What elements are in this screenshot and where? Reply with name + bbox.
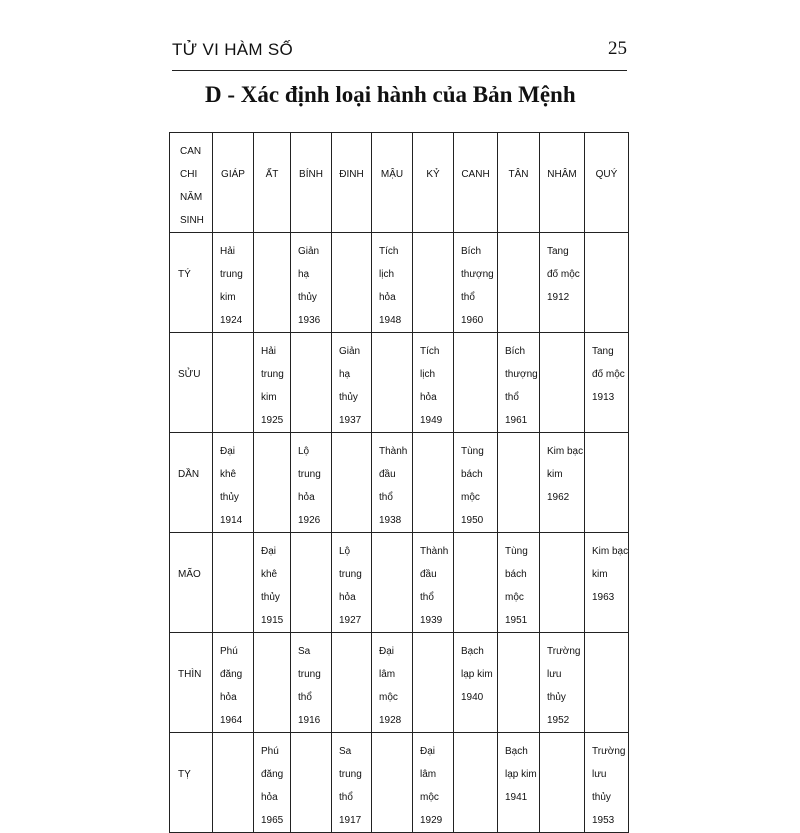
cell-line: lạp kim: [461, 669, 493, 680]
cell-lines: [540, 433, 584, 509]
cell-lines: [254, 733, 290, 832]
table-cell: [372, 333, 413, 433]
stem-header: [413, 133, 454, 233]
cell-line: Bạch: [461, 646, 484, 657]
cell-line: lịch: [420, 369, 436, 380]
cell-lines: [585, 333, 628, 409]
table-cell: [498, 433, 540, 533]
cell-line: lạp kim: [505, 769, 537, 780]
cell-line: bách: [505, 569, 527, 580]
cell-line: 1961: [505, 415, 528, 426]
cell-line: 1937: [339, 415, 362, 426]
cell-line: 1965: [261, 815, 284, 826]
cell-line: trung: [298, 469, 321, 480]
cell-line: 1962: [547, 492, 570, 503]
cell-line: Tùng: [461, 446, 484, 457]
cell-line: Bích: [505, 346, 526, 357]
table-cell: [291, 733, 332, 833]
table-row: [170, 233, 629, 333]
branch-header: [170, 733, 213, 833]
table-cell: [585, 533, 629, 633]
cell-line: đố mộc: [592, 369, 625, 380]
cell-lines: [291, 233, 331, 332]
table-cell: [254, 333, 291, 433]
cell-line: hỏa: [420, 392, 437, 403]
cell-line: Tích: [379, 246, 399, 257]
table-cell: [585, 333, 629, 433]
cell-line: 1916: [298, 715, 321, 726]
branch-label: THÌN: [178, 669, 202, 680]
cell-lines: [413, 533, 453, 632]
cell-lines: [372, 233, 412, 332]
cell-line: 1948: [379, 315, 402, 326]
branch-header: [170, 633, 213, 733]
cell-line: NĂM: [180, 192, 203, 203]
stem-header: [372, 133, 413, 233]
branch-header: [170, 533, 213, 633]
section-title: D - Xác định loại hành của Bản Mệnh: [205, 82, 576, 107]
cell-line: 1940: [461, 692, 484, 703]
cell-line: thượng: [505, 369, 538, 380]
table-cell: [291, 333, 332, 433]
cell-line: lâm: [379, 669, 396, 680]
table-cell: [332, 333, 372, 433]
cell-line: mộc: [420, 792, 439, 803]
table-cell: [332, 533, 372, 633]
corner-cell: [170, 133, 213, 233]
table-cell: [585, 733, 629, 833]
cell-line: Thành: [379, 446, 408, 457]
table-cell: [213, 333, 254, 433]
branch-label: DẦN: [178, 469, 200, 480]
cell-line: 1936: [298, 315, 321, 326]
table-cell: [254, 433, 291, 533]
table-cell: [454, 233, 498, 333]
cell-line: mộc: [505, 592, 524, 603]
cell-lines: [454, 433, 497, 532]
cell-line: Tích: [420, 346, 440, 357]
cell-line: 1938: [379, 515, 402, 526]
cell-line: CHI: [180, 169, 198, 180]
cell-line: 1914: [220, 515, 243, 526]
stem-label: NHÂM: [547, 169, 577, 180]
cell-line: hạ: [298, 269, 310, 280]
cell-line: thượng: [461, 269, 494, 280]
cell-line: CAN: [180, 146, 202, 157]
cell-line: Đại: [420, 746, 436, 757]
cell-line: 1928: [379, 715, 402, 726]
cell-lines: [170, 133, 212, 232]
cell-lines: [213, 433, 253, 532]
cell-line: Thành: [420, 546, 449, 557]
table-cell: [540, 333, 585, 433]
cell-line: trung: [339, 769, 362, 780]
branch-label: MÃO: [178, 569, 201, 580]
table-cell: [585, 433, 629, 533]
cell-line: Tang: [547, 246, 569, 257]
cell-line: Lộ: [298, 446, 310, 457]
stem-header: [213, 133, 254, 233]
cell-line: đăng: [261, 769, 284, 780]
branch-label: TÝ: [178, 269, 191, 280]
cell-lines: [498, 333, 539, 432]
cell-line: Tang: [592, 346, 614, 357]
cell-lines: [372, 633, 412, 732]
cell-line: đố mộc: [547, 269, 580, 280]
cell-line: khê: [261, 569, 278, 580]
cell-line: 1960: [461, 315, 484, 326]
stem-header: [291, 133, 332, 233]
cell-line: hỏa: [379, 292, 396, 303]
cell-lines: [454, 233, 497, 332]
table-cell: [413, 533, 454, 633]
branch-header: [170, 433, 213, 533]
cell-line: SINH: [180, 215, 204, 226]
cell-lines: [585, 733, 628, 832]
table-cell: [540, 233, 585, 333]
stem-label: BÍNH: [299, 169, 323, 180]
table-cell: [213, 433, 254, 533]
cell-line: lưu: [547, 669, 562, 680]
table-cell: [413, 333, 454, 433]
stem-header: [498, 133, 540, 233]
table-cell: [291, 233, 332, 333]
cell-line: Sa: [298, 646, 311, 657]
cell-line: trung: [339, 569, 362, 580]
cell-line: thủy: [298, 292, 317, 303]
table-cell: [332, 633, 372, 733]
table-body: [170, 133, 629, 833]
cell-line: thổ: [505, 392, 519, 403]
cell-lines: [498, 533, 539, 632]
table-cell: [372, 733, 413, 833]
cell-lines: [254, 333, 290, 432]
cell-line: 1949: [420, 415, 443, 426]
table-cell: [213, 533, 254, 633]
cell-line: Giản: [298, 246, 320, 257]
cell-line: 1926: [298, 515, 321, 526]
table-cell: [254, 733, 291, 833]
table-cell: [498, 233, 540, 333]
cell-line: Phú: [261, 746, 279, 757]
table-cell: [585, 633, 629, 733]
cell-line: 1929: [420, 815, 443, 826]
cell-line: Hải: [261, 346, 277, 357]
table-cell: [291, 433, 332, 533]
cell-line: thủy: [339, 392, 358, 403]
cell-lines: [291, 433, 331, 532]
cell-line: hỏa: [220, 692, 237, 703]
page-header: [172, 38, 627, 71]
cell-lines: [498, 733, 539, 809]
cell-line: thổ: [420, 592, 434, 603]
table-cell: [498, 633, 540, 733]
cell-lines: [213, 633, 253, 732]
table-cell: [498, 533, 540, 633]
cell-line: hỏa: [261, 792, 278, 803]
cell-line: Giản: [339, 346, 361, 357]
table-cell: [254, 533, 291, 633]
cell-line: 1951: [505, 615, 528, 626]
cell-line: 1915: [261, 615, 284, 626]
cell-line: thổ: [461, 292, 475, 303]
table-cell: [413, 233, 454, 333]
table-cell: [454, 633, 498, 733]
cell-line: đầu: [379, 469, 396, 480]
cell-line: lịch: [379, 269, 395, 280]
cell-line: thổ: [339, 792, 353, 803]
table-cell: [413, 633, 454, 733]
cell-line: kim: [592, 569, 608, 580]
stem-header: [332, 133, 372, 233]
cell-line: 1950: [461, 515, 484, 526]
stem-label: ĐINH: [339, 169, 364, 180]
cell-line: 1927: [339, 615, 362, 626]
header-row: [170, 133, 629, 233]
table-cell: [254, 233, 291, 333]
cell-line: thủy: [261, 592, 280, 603]
cell-line: kim: [220, 292, 236, 303]
cell-line: kim: [547, 469, 563, 480]
cell-line: 1952: [547, 715, 570, 726]
table-cell: [332, 233, 372, 333]
cell-line: đầu: [420, 569, 437, 580]
cell-line: hạ: [339, 369, 351, 380]
cell-line: 1939: [420, 615, 443, 626]
table-cell: [372, 633, 413, 733]
branch-label: SỬU: [178, 369, 201, 380]
cell-line: Phú: [220, 646, 238, 657]
table-cell: [213, 633, 254, 733]
cell-line: hỏa: [339, 592, 356, 603]
cell-lines: [413, 733, 453, 832]
cell-line: 1925: [261, 415, 284, 426]
table-cell: [540, 733, 585, 833]
stem-label: ẤT: [265, 169, 279, 180]
table-cell: [498, 333, 540, 433]
stem-header: [454, 133, 498, 233]
cell-lines: [413, 333, 453, 432]
cell-line: Đại: [379, 646, 395, 657]
cell-lines: [332, 333, 371, 432]
table-cell: [332, 733, 372, 833]
table-cell: [213, 233, 254, 333]
cell-line: trung: [220, 269, 243, 280]
cell-line: thổ: [298, 692, 312, 703]
table-cell: [332, 433, 372, 533]
table-cell: [291, 633, 332, 733]
branch-header: [170, 233, 213, 333]
cell-line: thủy: [592, 792, 611, 803]
cell-line: Đại: [220, 446, 236, 457]
table-cell: [454, 733, 498, 833]
table-cell: [454, 433, 498, 533]
ban-menh-table: [169, 132, 629, 833]
table-cell: [213, 733, 254, 833]
stem-header: [585, 133, 629, 233]
cell-line: Trường: [547, 646, 581, 657]
cell-lines: [254, 533, 290, 632]
stem-header: [540, 133, 585, 233]
table-cell: [498, 733, 540, 833]
cell-line: 1924: [220, 315, 243, 326]
cell-line: bách: [461, 469, 483, 480]
stem-label: MẬU: [380, 169, 404, 180]
branch-label: TỴ: [178, 769, 191, 780]
cell-line: trung: [298, 669, 321, 680]
table-row: [170, 333, 629, 433]
cell-line: trung: [261, 369, 284, 380]
cell-line: lưu: [592, 769, 607, 780]
cell-lines: [585, 533, 628, 609]
stem-label: CANH: [461, 169, 490, 180]
cell-line: khê: [220, 469, 237, 480]
table-row: [170, 433, 629, 533]
table-cell: [540, 433, 585, 533]
cell-line: Hải: [220, 246, 236, 257]
table-cell: [540, 533, 585, 633]
table-cell: [372, 433, 413, 533]
cell-line: Trường: [592, 746, 626, 757]
cell-line: lâm: [420, 769, 437, 780]
cell-line: 1913: [592, 392, 615, 403]
stem-label: GIÁP: [221, 169, 245, 180]
cell-line: kim: [261, 392, 277, 403]
running-title: TỬ VI HÀM SỐ: [172, 40, 294, 59]
cell-lines: [540, 633, 584, 732]
cell-line: Kim bạc: [592, 546, 629, 557]
table-cell: [413, 433, 454, 533]
table-row: [170, 733, 629, 833]
table-cell: [413, 733, 454, 833]
cell-line: Sa: [339, 746, 352, 757]
table-cell: [540, 633, 585, 733]
branch-header: [170, 333, 213, 433]
cell-line: thổ: [379, 492, 393, 503]
table-cell: [291, 533, 332, 633]
cell-line: thủy: [220, 492, 239, 503]
cell-line: mộc: [461, 492, 480, 503]
cell-line: 1917: [339, 815, 362, 826]
cell-lines: [540, 233, 584, 309]
cell-lines: [332, 533, 371, 632]
cell-lines: [372, 433, 412, 532]
stem-label: QUÝ: [595, 169, 618, 180]
stem-header: [254, 133, 291, 233]
table-row: [170, 633, 629, 733]
cell-line: 1912: [547, 292, 570, 303]
cell-line: Đại: [261, 546, 277, 557]
cell-line: 1964: [220, 715, 243, 726]
cell-line: 1963: [592, 592, 615, 603]
table-cell: [454, 533, 498, 633]
cell-lines: [332, 733, 371, 832]
table-cell: [372, 233, 413, 333]
cell-line: hỏa: [298, 492, 315, 503]
table-cell: [454, 333, 498, 433]
table-cell: [372, 533, 413, 633]
page-number: 25: [608, 38, 627, 59]
cell-lines: [291, 633, 331, 732]
table-cell: [254, 633, 291, 733]
stem-label: KỶ: [426, 169, 440, 180]
cell-line: Lộ: [339, 546, 351, 557]
cell-line: 1953: [592, 815, 615, 826]
cell-line: Bích: [461, 246, 482, 257]
stem-label: TÂN: [508, 169, 529, 180]
cell-line: Kim bạc: [547, 446, 584, 457]
cell-lines: [454, 633, 497, 709]
cell-lines: [213, 233, 253, 332]
cell-line: 1941: [505, 792, 528, 803]
cell-line: Tùng: [505, 546, 528, 557]
table-row: [170, 533, 629, 633]
cell-line: thủy: [547, 692, 566, 703]
cell-line: Bạch: [505, 746, 528, 757]
cell-line: đăng: [220, 669, 243, 680]
table-cell: [585, 233, 629, 333]
cell-line: mộc: [379, 692, 398, 703]
